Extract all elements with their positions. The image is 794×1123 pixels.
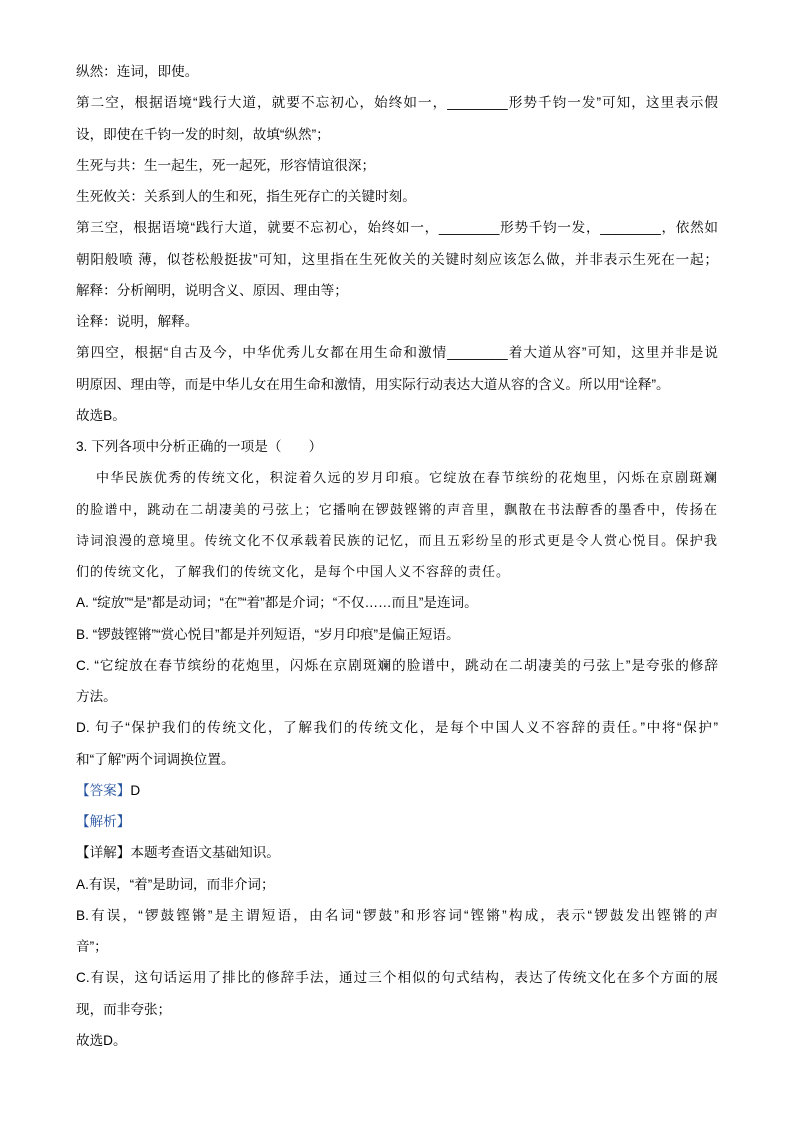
- question-3: [76, 431, 718, 775]
- detail-label: 【详解】: [76, 845, 131, 861]
- document-page: [76, 56, 718, 1056]
- detail-analysis-line: 音”；: [76, 939, 108, 954]
- final-answer-line: 故选D。: [76, 1032, 127, 1048]
- option-c: [76, 650, 718, 713]
- analysis-conclusion: 故选B。: [76, 407, 126, 423]
- answer-label: 【答案】: [76, 782, 131, 798]
- analysis-label: 【解析】: [76, 814, 131, 829]
- passage-line: 们的传统文化，了解我们的传统文化，是每个中国人义不容辞的责任。: [76, 564, 511, 579]
- detail-analysis: [76, 869, 718, 1057]
- option-d: [76, 712, 718, 775]
- detail-analysis-line: C.有误，这句话运用了排比的修辞手法，通过三个相似的句式结构，表达了传统文化在多个方面的展: [76, 970, 718, 986]
- detail-line: [76, 837, 718, 868]
- analysis-line: 明原因、理由等，而是中华儿女在用生命和激情，用实际行动表达大道从容的含义。所以用“诠释”。: [76, 376, 670, 392]
- option-line: A. “绽放”“是”都是动词；“在”“着”都是介词；“不仅……而且”是连词。: [76, 595, 478, 611]
- analysis-heading: [76, 806, 718, 837]
- analysis-line: 朝阳般喷 薄，似苍松般挺拔”可知，这里指在生死攸关的关键时刻应该怎么做，并非表示生死在一起；: [76, 251, 718, 267]
- passage-line: 中华民族优秀的传统文化，积淀着久远的岁月印痕。它绽放在春节缤纷的花炮里，闪烁在京剧斑斓: [96, 470, 718, 486]
- analysis-line: 解释：分析阐明，说明含义、原因、理由等；: [76, 282, 348, 298]
- detail-analysis-line: 现，而非夸张；: [76, 1001, 172, 1017]
- analysis-line: 诠释：说明，解释。: [76, 314, 199, 329]
- previous-question-analysis: [76, 56, 718, 431]
- analysis-line: 生死攸关：关系到人的生和死，指生死存亡的关键时刻。: [76, 189, 416, 204]
- detail-analysis-line: B.有误，“锣鼓铿锵”是主谓短语，由名词“锣鼓”和形容词“铿锵”构成，表示“锣鼓发出铿锵的声: [76, 907, 718, 923]
- passage-line: 的脸谱中，跳动在二胡凄美的弓弦上；它播响在锣鼓铿锵的声音里，飘散在书法醇香的墨香中，传扬在: [76, 501, 718, 517]
- option-a: [76, 587, 718, 618]
- analysis-line: 第二空，根据语境“践行大道，就要不忘初心，始终如一，________形势千钧一发”可知，这里表示假: [76, 95, 718, 111]
- option-line: C. “它绽放在春节缤纷的花炮里，闪烁在京剧斑斓的脸谱中，跳动在二胡凄美的弓弦上”是夸张的修辞: [76, 657, 718, 673]
- option-line: B. “锣鼓铿锵”“赏心悦目”都是并列短语，“岁月印痕”是偏正短语。: [76, 626, 460, 642]
- question-stem: 3. 下列各项中分析正确的一项是（ ）: [76, 439, 323, 454]
- analysis-line: 第四空，根据“自古及今，中华优秀儿女都在用生命和激情________着大道从容”可知，这里并非是说: [76, 345, 718, 361]
- answer-line: [76, 775, 718, 806]
- analysis-line: 生死与共：生一起生，死一起死，形容情谊很深；: [76, 157, 376, 173]
- analysis-line: 第三空，根据语境“践行大道，就要不忘初心，始终如一，________形势千钧一发，________，依然如: [76, 220, 718, 236]
- reading-passage: [76, 462, 718, 587]
- option-line: 和“了解”两个词调换位置。: [76, 751, 235, 767]
- option-b: [76, 619, 718, 650]
- option-line: D. 句子“保护我们的传统文化，了解我们的传统文化，是每个中国人义不容辞的责任。”中将“保护”: [76, 720, 718, 736]
- analysis-line: 设，即使在千钧一发的时刻，故填“纵然”；: [76, 126, 330, 142]
- detail-intro: 本题考查语文基础知识。: [130, 845, 280, 861]
- passage-line: 诗词浪漫的意境里。传统文化不仅承载着民族的记忆，而且五彩纷呈的形式更是令人赏心悦目。保护我: [76, 532, 718, 548]
- answer-value: D: [130, 782, 141, 798]
- detail-analysis-line: A.有误，“着”是助词，而非介词；: [76, 876, 275, 892]
- option-line: 方法。: [76, 689, 117, 704]
- analysis-line: 纵然：连词，即使。: [76, 64, 199, 79]
